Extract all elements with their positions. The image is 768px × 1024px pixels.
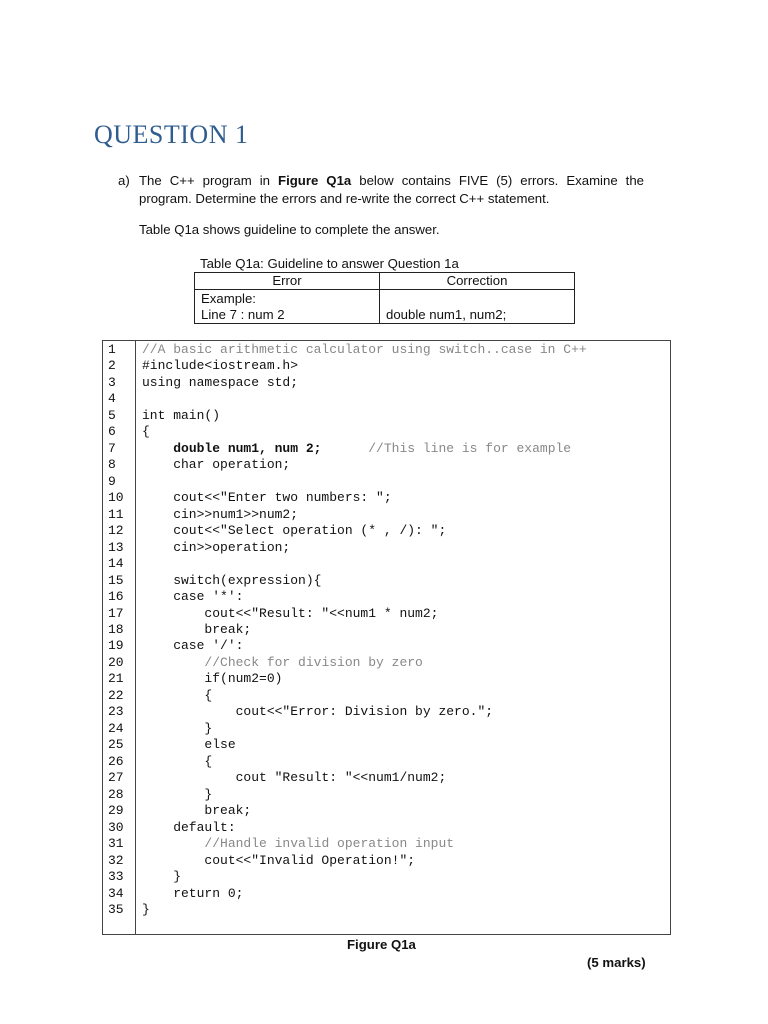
line-number: 1	[108, 342, 116, 357]
figure-reference: Figure Q1a	[278, 173, 352, 188]
code-text	[142, 606, 438, 622]
line-number: 27	[108, 770, 124, 786]
line-number: 9	[108, 473, 116, 489]
code-statement	[142, 836, 204, 851]
line-number: 14	[108, 556, 124, 572]
table-caption: Table Q1a: Guideline to answer Question 1a	[200, 256, 459, 271]
code-statement: }	[142, 720, 213, 736]
code-text	[142, 886, 243, 902]
table-header-row	[195, 273, 575, 290]
marks: (5 marks)	[587, 955, 646, 970]
header-error: Error	[195, 273, 380, 290]
line-number: 22	[108, 687, 124, 703]
code-statement: {	[142, 424, 150, 440]
line-number: 35	[108, 901, 124, 917]
code-statement: cout "Result: "<<num1/num2;	[142, 770, 447, 786]
line-number: 7	[108, 440, 116, 456]
code-comment: //Handle invalid operation input	[204, 836, 455, 852]
correction-cell: double num1, num2;	[380, 290, 575, 324]
code-text	[142, 853, 415, 869]
code-statement: using namespace std;	[142, 374, 299, 390]
code-statement: cin>>num1>>num2;	[142, 506, 299, 522]
line-number: 16	[108, 589, 124, 605]
code-text	[142, 342, 587, 358]
guideline-text: Table Q1a shows guideline to complete the answer.	[139, 222, 440, 237]
code-text	[142, 655, 423, 671]
code-text	[142, 836, 454, 852]
code-text	[142, 573, 321, 589]
code-statement: #include<iostream.h>	[142, 358, 299, 374]
line-number: 13	[108, 539, 124, 555]
code-text	[142, 671, 282, 687]
code-text	[142, 688, 212, 704]
code-statement: cout<<"Enter two numbers: ";	[142, 490, 392, 506]
line-number: 4	[108, 391, 116, 407]
code-text	[142, 869, 181, 885]
line-number: 12	[108, 523, 124, 539]
line-number: 5	[108, 407, 116, 423]
code-text	[142, 737, 236, 753]
code-text	[142, 803, 251, 819]
code-statement	[142, 655, 204, 670]
error-line-1: Example:	[201, 291, 256, 306]
question-text-post: below contains FIVE (5) errors. Examine the program. Determine the errors and re-write the correct C++ statement.	[139, 173, 644, 206]
code-text	[142, 424, 150, 440]
line-number: 30	[108, 819, 124, 835]
code-text	[142, 787, 212, 803]
code-text	[142, 704, 493, 720]
question-title: QUESTION 1	[94, 120, 249, 149]
code-statement	[142, 441, 173, 456]
line-number: 33	[108, 869, 124, 885]
code-text	[142, 770, 446, 786]
code-text	[142, 721, 212, 737]
line-number: 32	[108, 852, 124, 868]
code-statement: cout<<"Invalid Operation!";	[142, 852, 416, 868]
line-number: 19	[108, 638, 124, 654]
figure-caption: Figure Q1a	[347, 937, 416, 952]
line-number: 31	[108, 836, 124, 852]
code-statement: break;	[142, 803, 252, 819]
code-statement: return 0;	[142, 885, 244, 901]
error-line-2: Line 7 : num 2	[201, 307, 285, 322]
code-statement: else	[142, 737, 236, 753]
code-statement: default:	[142, 819, 236, 835]
question-text	[139, 172, 644, 208]
code-statement: char operation;	[142, 457, 291, 473]
code-comment: //A basic arithmetic calculator using switch..case in C++	[142, 342, 587, 357]
code-comment: //Check for division by zero	[204, 654, 423, 670]
line-number: 15	[108, 572, 124, 588]
error-cell	[195, 290, 380, 324]
question-text-pre: The C++ program in	[139, 173, 279, 188]
code-statement: case '*':	[142, 589, 244, 605]
line-number: 6	[108, 424, 116, 440]
line-number: 34	[108, 885, 124, 901]
code-text	[142, 375, 298, 391]
header-correction: Correction	[380, 273, 575, 290]
code-text	[142, 358, 298, 374]
line-number: 10	[108, 490, 124, 506]
line-number: 25	[108, 737, 124, 753]
guideline-table	[194, 272, 575, 324]
line-number: 18	[108, 621, 124, 637]
code-text	[142, 408, 220, 424]
code-text	[142, 622, 251, 638]
line-number: 11	[108, 506, 124, 522]
code-statement: {	[142, 753, 213, 769]
code-comment: //This line is for example	[321, 440, 572, 456]
code-statement: cin>>operation;	[142, 539, 291, 555]
code-text	[142, 490, 392, 506]
line-number: 20	[108, 654, 124, 670]
line-number: 17	[108, 605, 124, 621]
line-number: 26	[108, 753, 124, 769]
code-text	[142, 540, 290, 556]
line-number: 3	[108, 374, 116, 390]
code-bold: double num1, num 2;	[173, 440, 322, 456]
code-statement: cout<<"Result: "<<num1 * num2;	[142, 605, 439, 621]
code-text	[142, 457, 290, 473]
code-statement: }	[142, 786, 213, 802]
code-text	[142, 638, 243, 654]
code-text	[142, 441, 571, 457]
code-statement: case '/':	[142, 638, 244, 654]
line-number-divider	[135, 341, 136, 934]
line-number: 24	[108, 720, 124, 736]
line-number: 21	[108, 671, 124, 687]
code-statement: }	[142, 869, 182, 885]
table-row	[195, 290, 575, 324]
code-statement: if(num2=0)	[142, 671, 283, 687]
code-statement: cout<<"Error: Division by zero.";	[142, 704, 494, 720]
code-statement: cout<<"Select operation (* , /): ";	[142, 523, 447, 539]
code-listing	[102, 340, 671, 935]
code-statement: switch(expression){	[142, 572, 322, 588]
code-text	[142, 589, 243, 605]
line-number: 28	[108, 786, 124, 802]
line-number: 29	[108, 803, 124, 819]
code-statement: }	[142, 901, 150, 917]
line-number: 23	[108, 704, 124, 720]
code-statement: {	[142, 687, 213, 703]
code-statement: break;	[142, 621, 252, 637]
line-number: 8	[108, 457, 116, 473]
code-text	[142, 902, 150, 918]
line-number: 2	[108, 358, 116, 374]
question-label: a)	[118, 173, 130, 188]
code-text	[142, 820, 236, 836]
code-text	[142, 507, 298, 523]
code-text	[142, 754, 212, 770]
code-statement: int main()	[142, 407, 221, 423]
code-text	[142, 523, 446, 539]
